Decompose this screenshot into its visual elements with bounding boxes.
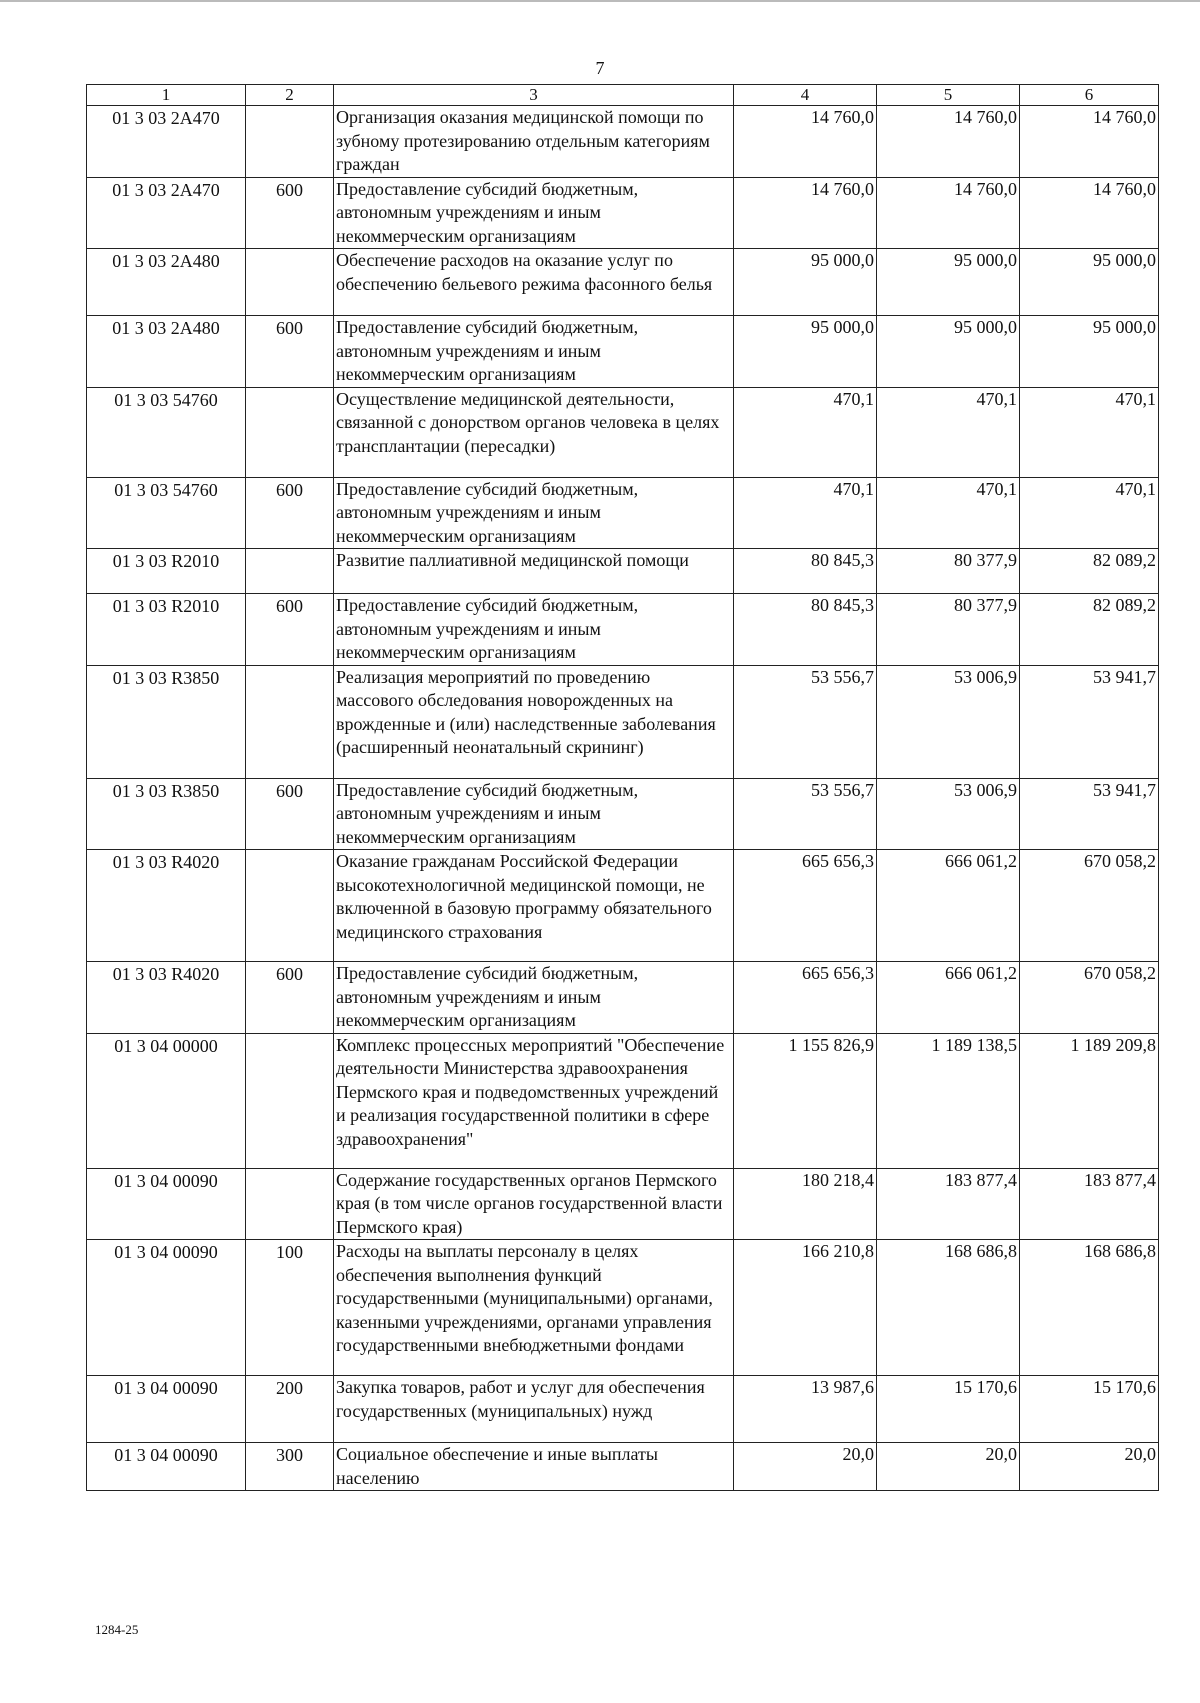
row-code: 01 3 03 54760 xyxy=(87,387,246,477)
row-value-col5: 15 170,6 xyxy=(877,1376,1020,1443)
row-value-col6: 1 189 209,8 xyxy=(1020,1033,1159,1168)
page-number: 7 xyxy=(595,58,605,78)
row-value-col5: 666 061,2 xyxy=(877,850,1020,962)
row-name: Расходы на выплаты персоналу в целях обеспечения выполнения функций государственными (муниципальными) органами, казенными учреждениями, органами управления государственными внебюджетными фондами xyxy=(334,1240,734,1376)
row-expense-type: 600 xyxy=(246,962,334,1034)
row-name: Предоставление субсидий бюджетным, автономным учреждениям и иным некоммерческим организациям xyxy=(334,594,734,666)
row-value-col6: 183 877,4 xyxy=(1020,1168,1159,1240)
row-value-col5: 53 006,9 xyxy=(877,665,1020,778)
row-expense-type xyxy=(246,249,334,316)
row-name: Осуществление медицинской деятельности, связанной с донорством органов человека в целях трансплантации (пересадки) xyxy=(334,387,734,477)
row-code: 01 3 04 00090 xyxy=(87,1240,246,1376)
row-value-col6: 15 170,6 xyxy=(1020,1376,1159,1443)
row-value-col4: 470,1 xyxy=(734,387,877,477)
row-code: 01 3 03 R4020 xyxy=(87,962,246,1034)
header-col-1: 1 xyxy=(87,85,246,106)
row-expense-type: 200 xyxy=(246,1376,334,1443)
row-expense-type: 600 xyxy=(246,778,334,850)
row-expense-type xyxy=(246,549,334,594)
row-value-col6: 20,0 xyxy=(1020,1443,1159,1491)
table-row xyxy=(87,1168,1159,1240)
row-value-col5: 470,1 xyxy=(877,477,1020,549)
row-value-col4: 470,1 xyxy=(734,477,877,549)
row-code: 01 3 04 00090 xyxy=(87,1168,246,1240)
row-expense-type: 600 xyxy=(246,477,334,549)
row-value-col6: 53 941,7 xyxy=(1020,778,1159,850)
row-expense-type xyxy=(246,387,334,477)
row-value-col5: 14 760,0 xyxy=(877,106,1020,178)
row-expense-type: 600 xyxy=(246,177,334,249)
row-value-col5: 666 061,2 xyxy=(877,962,1020,1034)
header-col-3: 3 xyxy=(334,85,734,106)
table-row xyxy=(87,778,1159,850)
table-row xyxy=(87,106,1159,178)
row-name: Социальное обеспечение и иные выплаты населению xyxy=(334,1443,734,1491)
row-value-col5: 95 000,0 xyxy=(877,249,1020,316)
row-value-col5: 95 000,0 xyxy=(877,316,1020,388)
header-col-5: 5 xyxy=(877,85,1020,106)
row-value-col6: 82 089,2 xyxy=(1020,594,1159,666)
row-name: Предоставление субсидий бюджетным, автономным учреждениям и иным некоммерческим организациям xyxy=(334,177,734,249)
row-value-col4: 53 556,7 xyxy=(734,665,877,778)
row-value-col4: 95 000,0 xyxy=(734,249,877,316)
row-value-col6: 82 089,2 xyxy=(1020,549,1159,594)
row-expense-type xyxy=(246,1033,334,1168)
table-row xyxy=(87,387,1159,477)
row-value-col6: 670 058,2 xyxy=(1020,850,1159,962)
row-value-col4: 95 000,0 xyxy=(734,316,877,388)
row-code: 01 3 03 2А470 xyxy=(87,106,246,178)
row-expense-type: 600 xyxy=(246,594,334,666)
footer-code: 1284-25 xyxy=(95,1622,139,1637)
row-value-col4: 166 210,8 xyxy=(734,1240,877,1376)
row-value-col6: 470,1 xyxy=(1020,387,1159,477)
table-row xyxy=(87,665,1159,778)
header-col-4: 4 xyxy=(734,85,877,106)
table-row xyxy=(87,249,1159,316)
row-value-col4: 20,0 xyxy=(734,1443,877,1491)
row-value-col4: 13 987,6 xyxy=(734,1376,877,1443)
row-value-col6: 470,1 xyxy=(1020,477,1159,549)
row-code: 01 3 03 R2010 xyxy=(87,549,246,594)
row-value-col4: 180 218,4 xyxy=(734,1168,877,1240)
row-value-col6: 95 000,0 xyxy=(1020,316,1159,388)
row-code: 01 3 03 2А470 xyxy=(87,177,246,249)
row-name: Организация оказания медицинской помощи по зубному протезированию отдельным категориям граждан xyxy=(334,106,734,178)
row-name: Развитие паллиативной медицинской помощи xyxy=(334,549,734,594)
row-value-col6: 670 058,2 xyxy=(1020,962,1159,1034)
table-row xyxy=(87,477,1159,549)
row-value-col4: 665 656,3 xyxy=(734,850,877,962)
row-name: Предоставление субсидий бюджетным, автономным учреждениям и иным некоммерческим организациям xyxy=(334,962,734,1034)
row-code: 01 3 04 00090 xyxy=(87,1443,246,1491)
row-expense-type xyxy=(246,1168,334,1240)
row-name: Предоставление субсидий бюджетным, автономным учреждениям и иным некоммерческим организациям xyxy=(334,477,734,549)
row-name: Оказание гражданам Российской Федерации высокотехнологичной медицинской помощи, не включенной в базовую программу обязательного медицинского страхования xyxy=(334,850,734,962)
row-expense-type xyxy=(246,850,334,962)
row-value-col6: 168 686,8 xyxy=(1020,1240,1159,1376)
row-code: 01 3 03 2А480 xyxy=(87,249,246,316)
table-row xyxy=(87,1033,1159,1168)
row-expense-type xyxy=(246,106,334,178)
row-value-col4: 53 556,7 xyxy=(734,778,877,850)
row-value-col4: 1 155 826,9 xyxy=(734,1033,877,1168)
row-name: Реализация мероприятий по проведению массового обследования новорожденных на врожденные и (или) наследственные заболевания (расширенный неонатальный скрининг) xyxy=(334,665,734,778)
table-row xyxy=(87,850,1159,962)
row-expense-type: 300 xyxy=(246,1443,334,1491)
row-value-col6: 14 760,0 xyxy=(1020,106,1159,178)
row-name: Содержание государственных органов Пермского края (в том числе органов государственной власти Пермского края) xyxy=(334,1168,734,1240)
row-value-col5: 168 686,8 xyxy=(877,1240,1020,1376)
row-expense-type: 100 xyxy=(246,1240,334,1376)
table-body xyxy=(87,106,1159,1491)
table-row xyxy=(87,316,1159,388)
row-code: 01 3 04 00000 xyxy=(87,1033,246,1168)
row-name: Предоставление субсидий бюджетным, автономным учреждениям и иным некоммерческим организациям xyxy=(334,316,734,388)
row-value-col5: 53 006,9 xyxy=(877,778,1020,850)
row-value-col4: 80 845,3 xyxy=(734,549,877,594)
row-value-col4: 14 760,0 xyxy=(734,177,877,249)
row-value-col4: 665 656,3 xyxy=(734,962,877,1034)
row-name: Предоставление субсидий бюджетным, автономным учреждениям и иным некоммерческим организациям xyxy=(334,778,734,850)
row-expense-type xyxy=(246,665,334,778)
table-header-row xyxy=(87,85,1159,106)
row-value-col5: 1 189 138,5 xyxy=(877,1033,1020,1168)
row-value-col6: 14 760,0 xyxy=(1020,177,1159,249)
row-code: 01 3 03 R3850 xyxy=(87,778,246,850)
header-col-2: 2 xyxy=(246,85,334,106)
row-code: 01 3 03 R2010 xyxy=(87,594,246,666)
row-value-col5: 183 877,4 xyxy=(877,1168,1020,1240)
budget-table xyxy=(86,84,1159,1491)
table-row xyxy=(87,594,1159,666)
row-name: Обеспечение расходов на оказание услуг по обеспечению бельевого режима фасонного белья xyxy=(334,249,734,316)
row-expense-type: 600 xyxy=(246,316,334,388)
table-row xyxy=(87,962,1159,1034)
row-name: Комплекс процессных мероприятий "Обеспечение деятельности Министерства здравоохранения Пермского края и подведомственных учреждений и реализация государственной политики в сфере здравоохранения" xyxy=(334,1033,734,1168)
row-value-col6: 53 941,7 xyxy=(1020,665,1159,778)
row-code: 01 3 03 2А480 xyxy=(87,316,246,388)
row-code: 01 3 04 00090 xyxy=(87,1376,246,1443)
table-row xyxy=(87,177,1159,249)
table-row xyxy=(87,1376,1159,1443)
row-value-col5: 80 377,9 xyxy=(877,594,1020,666)
row-value-col4: 80 845,3 xyxy=(734,594,877,666)
table-row xyxy=(87,549,1159,594)
scan-edge-line xyxy=(0,0,1200,2)
header-col-6: 6 xyxy=(1020,85,1159,106)
row-name: Закупка товаров, работ и услуг для обеспечения государственных (муниципальных) нужд xyxy=(334,1376,734,1443)
row-value-col5: 470,1 xyxy=(877,387,1020,477)
row-code: 01 3 03 54760 xyxy=(87,477,246,549)
row-code: 01 3 03 R4020 xyxy=(87,850,246,962)
row-value-col4: 14 760,0 xyxy=(734,106,877,178)
table-row xyxy=(87,1443,1159,1491)
row-value-col5: 80 377,9 xyxy=(877,549,1020,594)
row-value-col6: 95 000,0 xyxy=(1020,249,1159,316)
row-value-col5: 20,0 xyxy=(877,1443,1020,1491)
row-code: 01 3 03 R3850 xyxy=(87,665,246,778)
table-row xyxy=(87,1240,1159,1376)
row-value-col5: 14 760,0 xyxy=(877,177,1020,249)
